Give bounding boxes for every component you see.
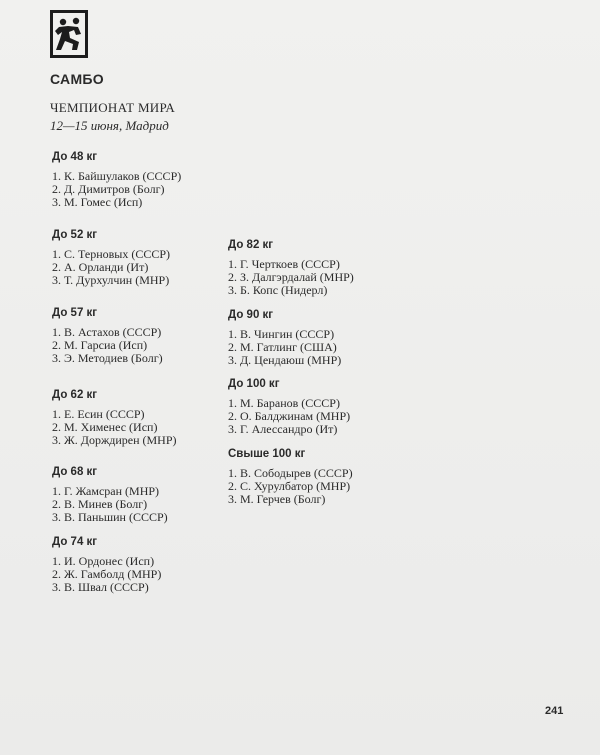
result-item: 2. З. Далгэрдалай (МНР) <box>228 270 354 284</box>
weight-category <box>52 150 232 209</box>
result-item: 1. В. Чингин (СССР) <box>228 327 335 341</box>
event-dateline: 12—15 июня, Мадрид <box>50 118 169 133</box>
result-item: 1. К. Байшулаков (СССР) <box>52 169 182 183</box>
result-item: 2. М. Хименес (Исп) <box>52 420 158 434</box>
event-subtitle: ЧЕМПИОНАТ МИРА <box>50 100 176 115</box>
results-list <box>228 467 408 506</box>
result-item: 2. С. Хурулбатор (МНР) <box>228 479 351 493</box>
result-item: 1. Е. Есин (СССР) <box>52 407 145 421</box>
result-item: 3. Г. Алессандро (Ит) <box>228 422 338 436</box>
weight-category <box>228 377 408 436</box>
category-heading: До 68 кг <box>52 466 98 478</box>
results-list <box>52 408 232 447</box>
category-heading: До 62 кг <box>52 389 98 401</box>
page-number: 241 <box>545 705 564 717</box>
weight-category <box>52 306 232 365</box>
result-item: 2. М. Гарсиа (Исп) <box>52 338 148 352</box>
weight-category <box>228 447 408 506</box>
result-item: 2. В. Минев (Болг) <box>52 497 148 511</box>
result-item: 1. В. Астахов (СССР) <box>52 325 162 339</box>
result-item: 2. А. Орланди (Ит) <box>52 260 149 274</box>
category-heading: До 90 кг <box>228 309 274 321</box>
result-item: 1. Г. Жамсран (МНР) <box>52 484 160 498</box>
results-list <box>52 485 232 524</box>
weight-category <box>228 308 408 367</box>
result-item: 2. М. Гатлинг (США) <box>228 340 337 354</box>
results-list <box>52 248 232 287</box>
category-heading: До 52 кг <box>52 229 98 241</box>
weight-category <box>52 535 232 594</box>
result-item: 3. Д. Цендаюш (МНР) <box>228 353 342 367</box>
category-heading: До 74 кг <box>52 536 98 548</box>
result-item: 1. В. Сободырев (СССР) <box>228 466 353 480</box>
page-title: САМБО <box>50 71 104 87</box>
category-heading: До 82 кг <box>228 239 274 251</box>
result-item: 3. В. Швал (СССР) <box>52 580 149 594</box>
result-item: 3. М. Герчев (Болг) <box>228 492 326 506</box>
results-list <box>228 328 408 367</box>
result-item: 1. Г. Черткоев (СССР) <box>228 257 340 271</box>
result-item: 3. В. Паньшин (СССР) <box>52 510 168 524</box>
result-item: 3. Т. Дурхулчин (МНР) <box>52 273 170 287</box>
weight-category <box>52 388 232 447</box>
result-item: 2. Д. Димитров (Болг) <box>52 182 165 196</box>
result-item: 3. Э. Методиев (Болг) <box>52 351 163 365</box>
weight-category <box>52 465 232 524</box>
results-list <box>228 258 408 297</box>
category-heading: До 100 кг <box>228 378 280 390</box>
results-list <box>52 555 232 594</box>
result-item: 2. О. Балджинам (МНР) <box>228 409 351 423</box>
result-item: 2. Ж. Гамболд (МНР) <box>52 567 162 581</box>
results-list <box>228 397 408 436</box>
category-heading: До 48 кг <box>52 151 98 163</box>
result-item: 3. Ж. Дорждирен (МНР) <box>52 433 177 447</box>
result-item: 3. Б. Копс (Нидерл) <box>228 283 328 297</box>
result-item: 1. С. Терновых (СССР) <box>52 247 171 261</box>
sambo-pictogram-icon <box>50 10 88 58</box>
result-item: 1. М. Баранов (СССР) <box>228 396 340 410</box>
weight-category <box>52 228 232 287</box>
result-item: 1. И. Ордонес (Исп) <box>52 554 155 568</box>
result-item: 3. М. Гомес (Исп) <box>52 195 143 209</box>
results-list <box>52 170 232 209</box>
category-heading: До 57 кг <box>52 307 98 319</box>
results-list <box>52 326 232 365</box>
weight-category <box>228 238 408 297</box>
category-heading: Свыше 100 кг <box>228 448 306 460</box>
